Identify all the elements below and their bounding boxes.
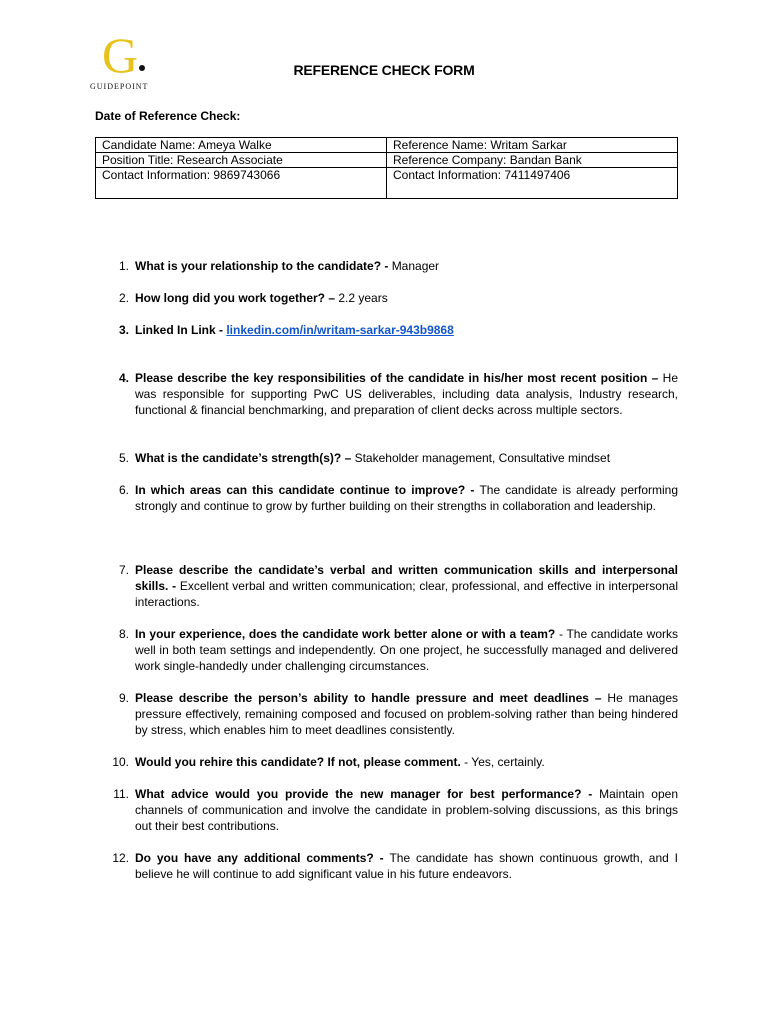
candidate-contact-cell: Contact Information: 9869743066 (96, 168, 387, 199)
question-text: What advice would you provide the new manager for best performance? - (135, 787, 600, 801)
question-item (95, 626, 678, 674)
question-number: 7. (118, 563, 129, 577)
question-text: Please describe the candidate’s verbal and written communication skills and interpersonal skills. - (135, 563, 678, 593)
question-item (95, 754, 678, 770)
question-item (95, 450, 678, 466)
question-text: In your experience, does the candidate work better alone or with a team? (135, 627, 559, 641)
question-item (95, 322, 678, 338)
question-number: 2. (118, 291, 129, 305)
answer-text: He manages pressure effectively, remaining composed and focused on problem-solving rather than being hindered by stress, which enables him to meet deadlines consistently. (135, 691, 679, 737)
question-item (95, 290, 678, 306)
date-of-reference-label: Date of Reference Check: (95, 109, 241, 123)
question-text: Please describe the key responsibilities of the candidate in his/her most recent position – (135, 371, 663, 385)
question-text: Please describe the person’s ability to handle pressure and meet deadlines – (135, 691, 608, 705)
question-text: Would you rehire this candidate? If not, please comment. (135, 755, 465, 769)
answer-text: Stakeholder management, Consultative mindset (354, 451, 611, 465)
question-text: What is the candidate’s strength(s)? – (135, 451, 355, 465)
question-item (95, 786, 678, 834)
question-item (95, 562, 678, 610)
question-item (95, 850, 678, 882)
logo-letter: G (102, 34, 139, 83)
question-text: Linked In Link - (135, 323, 227, 337)
question-item (95, 370, 678, 418)
linkedin-link[interactable]: linkedin.com/in/writam-sarkar-943b9868 (226, 323, 454, 337)
question-number: 6. (118, 483, 129, 497)
info-table (95, 137, 678, 199)
question-text: What is your relationship to the candidate? - (135, 259, 392, 273)
candidate-name-cell: Candidate Name: Ameya Walke (96, 138, 387, 153)
answer-text: - Yes, certainly. (464, 755, 545, 769)
question-number: 8. (118, 627, 129, 641)
answer-text: Manager (391, 259, 440, 273)
question-number: 3. (118, 323, 129, 337)
question-text: In which areas can this candidate continue to improve? - (135, 483, 480, 497)
logo-wordmark: GUIDEPOINT (90, 82, 149, 90)
question-text: Do you have any additional comments? - (135, 851, 390, 865)
reference-contact-cell: Contact Information: 7411497406 (387, 168, 678, 199)
reference-name-cell: Reference Name: Writam Sarkar (387, 138, 678, 153)
form-title: REFERENCE CHECK FORM (293, 62, 475, 78)
position-title-cell: Position Title: Research Associate (96, 153, 387, 168)
question-number: 10. (112, 755, 129, 769)
question-number: 5. (118, 451, 129, 465)
question-number: 4. (118, 371, 129, 385)
reference-company-cell: Reference Company: Bandan Bank (387, 153, 678, 168)
answer-text: Maintain open channels of communication and involve the candidate in problem-solving discussions, as this brings out their best contributions. (135, 787, 678, 833)
question-item (95, 690, 678, 738)
question-number: 9. (118, 691, 129, 705)
question-number: 11. (113, 787, 129, 801)
answer-text: The candidate has shown continuous growth, and I believe he will continue to add significant value in his future endeavors. (135, 851, 678, 881)
question-text: How long did you work together? – (135, 291, 339, 305)
answer-text: - The candidate works well in both team settings and independently. On one project, he successfully managed and delivered work single-handedly under challenging circumstances. (135, 627, 679, 673)
answer-text: 2.2 years (338, 291, 388, 305)
question-item (95, 482, 678, 514)
answer-text: Excellent verbal and written communication; clear, professional, and effective in interpersonal interactions. (135, 579, 678, 609)
question-number: 1. (118, 259, 129, 273)
answer-text: He was responsible for supporting PwC US deliverables, including data analysis, Industry research, functional & financial benchmarking, and preparation of client decks across multiple sectors. (135, 371, 678, 417)
answer-text: The candidate is already performing strongly and continue to grow by further building on their strengths in collaboration and leadership. (135, 483, 678, 513)
question-number: 12. (112, 851, 129, 865)
question-item (95, 258, 678, 274)
